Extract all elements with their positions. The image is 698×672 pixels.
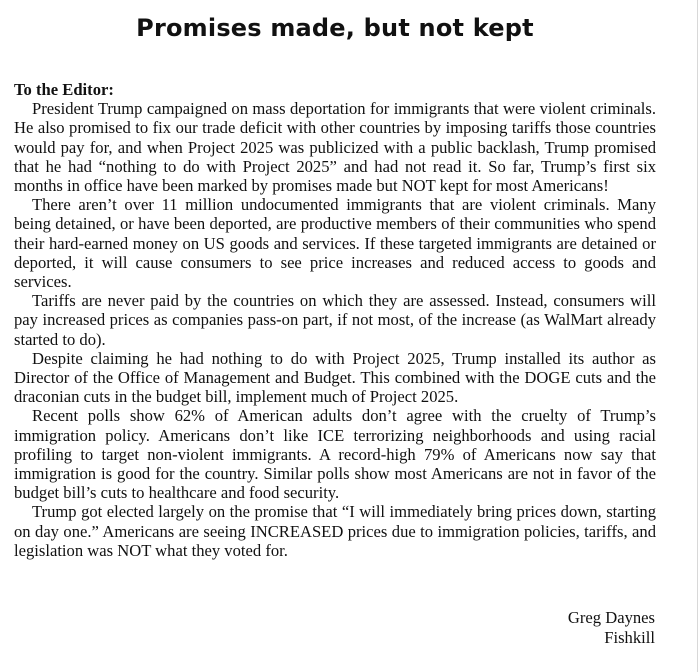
paragraph-1: President Trump campaigned on mass deportation for immigrants that were violent criminals. He also promised to fix our trade deficit with other countries by imposing tariffs those countries would pay for, and when Project 2025 was publicized with a public backlash, Trump promised that he had “nothing to do with Project 2025” and had not read it. So far, Trump’s first six months in office have been marked by promises made but NOT kept for most Americans! [14, 99, 656, 196]
signature-block [568, 608, 655, 647]
author-location: Fishkill [604, 627, 655, 647]
author-name: Greg Daynes [567, 608, 655, 627]
paragraph-2: There aren’t over 11 million undocumented immigrants that are violent criminals. Many being detained, or have been deported, are productive members of their communities who spend their hard-earned money on US goods and services. If these targeted immigrants are detained or deported, it will cause consumers to see price increases and reduced access to goods and services. [14, 195, 656, 292]
letter-body [14, 80, 656, 560]
headline: Promises made, but not kept [136, 14, 534, 42]
paragraph-4: Despite claiming he had nothing to do with Project 2025, Trump installed its author as Director of the Office of Management and Budget. This combined with the DOGE cuts and the draconian cuts in the budget bill, implement much of Project 2025. [14, 348, 656, 407]
paragraph-3: Tariffs are never paid by the countries on which they are assessed. Instead, consumers will pay increased prices as companies pass-on part, if not most, of the increase (as WalMart already started to do). [14, 291, 656, 349]
paragraph-6: Trump got elected largely on the promise that “I will immediately bring prices down, starting on day one.” Americans are seeing INCREASED prices due to immigration policies, tariffs, and legislation was NOT what they voted for. [14, 502, 656, 560]
salutation: To the Editor: [14, 80, 114, 99]
paragraph-5: Recent polls show 62% of American adults don’t agree with the cruelty of Trump’s immigration policy. Americans don’t like ICE terrorizing neighborhoods and using racial profiling to target non-violent immigrants. A record-high 79% of Americans now say that immigration is good for the country. Similar polls show most Americans are not in favor of the budget bill’s cuts to healthcare and food security. [14, 406, 656, 503]
